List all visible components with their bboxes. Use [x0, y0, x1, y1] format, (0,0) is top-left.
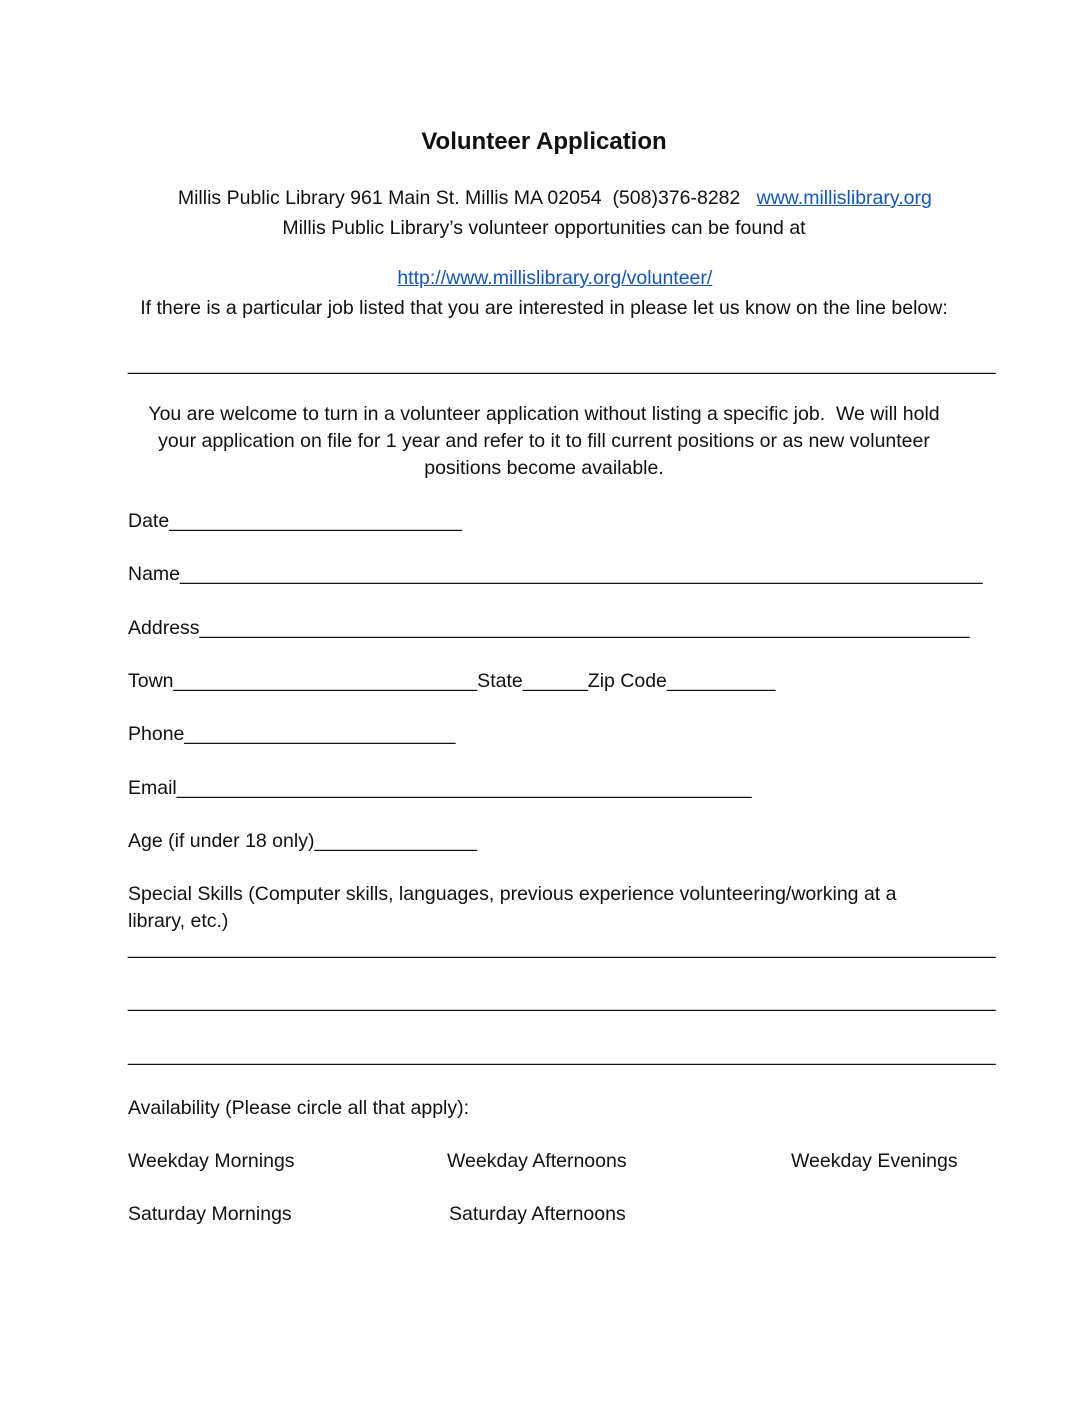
special-skills-line-2[interactable]: ________________________________________________________________________________ — [128, 990, 996, 1012]
page-title: Volunteer Application — [421, 128, 667, 155]
option-weekday-evenings[interactable]: Weekday Evenings — [791, 1150, 958, 1172]
welcome-line-3: positions become available. — [424, 457, 664, 479]
opportunities-text: Millis Public Library’s volunteer opportunities can be found at — [282, 217, 806, 239]
welcome-line-2: your application on file for 1 year and refer to it to fill current positions or as new volunteer — [158, 430, 930, 452]
special-skills-label-2: library, etc.) — [128, 910, 229, 932]
email-field[interactable]: Email_____________________________________________________ — [128, 777, 752, 799]
library-address: Millis Public Library 961 Main St. Millis MA 02054 (508)376-8282 — [177, 187, 741, 209]
library-website-link[interactable]: www.millislibrary.org — [756, 187, 932, 209]
option-saturday-mornings[interactable]: Saturday Mornings — [128, 1203, 292, 1225]
job-interest-line[interactable]: ________________________________________________________________________________ — [128, 353, 996, 375]
special-skills-line-3[interactable]: ________________________________________________________________________________ — [128, 1044, 996, 1066]
address-field[interactable]: Address_______________________________________________________________________ — [128, 617, 970, 639]
town-state-zip-field[interactable]: Town____________________________State______Zip Code__________ — [128, 670, 776, 692]
opportunities-link[interactable]: http://www.millislibrary.org/volunteer/ — [397, 267, 713, 289]
job-prompt: If there is a particular job listed that you are interested in please let us know on the line below: — [140, 297, 948, 319]
special-skills-label-1: Special Skills (Computer skills, languages, previous experience volunteering/working at a — [128, 883, 897, 905]
option-saturday-afternoons[interactable]: Saturday Afternoons — [449, 1203, 626, 1225]
date-field[interactable]: Date___________________________ — [128, 510, 463, 532]
welcome-line-1: You are welcome to turn in a volunteer application without listing a specific job. We will hold — [148, 403, 940, 425]
availability-label: Availability (Please circle all that apply): — [128, 1097, 470, 1119]
option-weekday-afternoons[interactable]: Weekday Afternoons — [447, 1150, 627, 1172]
phone-field[interactable]: Phone_________________________ — [128, 723, 456, 745]
age-field[interactable]: Age (if under 18 only)_______________ — [128, 830, 478, 852]
special-skills-line-1[interactable]: ________________________________________________________________________________ — [128, 937, 996, 959]
option-weekday-mornings[interactable]: Weekday Mornings — [128, 1150, 295, 1172]
name-field[interactable]: Name__________________________________________________________________________ — [128, 563, 983, 585]
